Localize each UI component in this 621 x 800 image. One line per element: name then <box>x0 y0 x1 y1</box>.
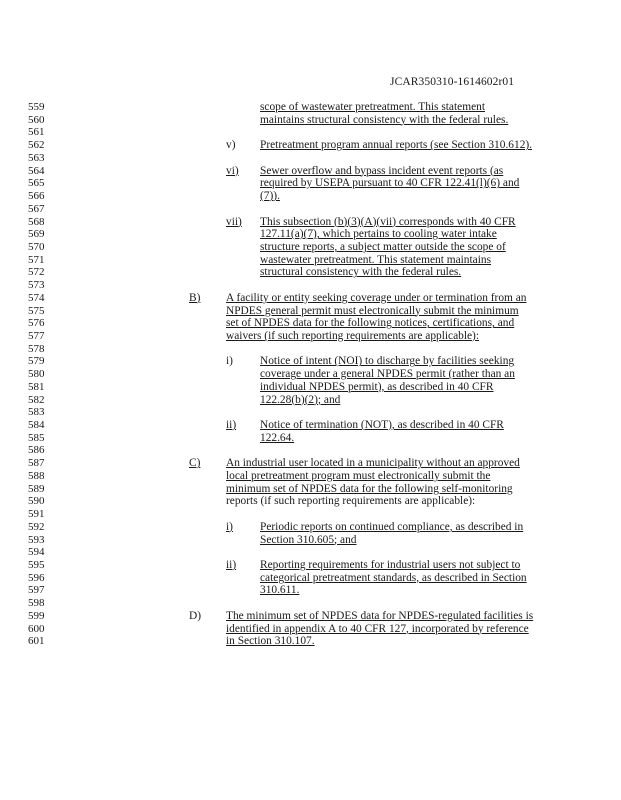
line-number: 592 <box>28 520 45 533</box>
line-number: 588 <box>28 469 45 482</box>
text-line: minimum set of NPDES data for the following self-monitoring <box>226 482 513 495</box>
line-number: 579 <box>28 355 45 368</box>
text-line: wastewater pretreatment. This statement maintains <box>260 253 492 266</box>
line-number: 566 <box>28 190 45 202</box>
item-marker: vi) <box>226 164 239 177</box>
line-number: 591 <box>28 508 45 520</box>
item-marker: i) <box>226 355 233 368</box>
line-number: 576 <box>28 317 45 330</box>
item-marker: v) <box>226 139 236 152</box>
line-number: 575 <box>28 304 45 317</box>
item-marker: C) <box>189 457 201 470</box>
text-line: NPDES general permit must electronically submit the minimum <box>226 304 519 317</box>
text-line: local pretreatment program must electronically submit the <box>226 469 491 482</box>
line-number: 581 <box>28 380 45 393</box>
line-number: 559 <box>28 101 45 113</box>
text-line: Sewer overflow and bypass incident event reports (as <box>260 164 504 177</box>
text-line: identified in appendix A to 40 CFR 127, incorporated by reference <box>226 622 529 635</box>
document-id-header: JCAR350310-1614602r01 <box>390 76 515 88</box>
line-number: 583 <box>28 406 45 419</box>
line-number: 572 <box>28 266 45 279</box>
text-line: structural consistency with the federal rules. <box>260 266 462 279</box>
text-line: Notice of intent (NOI) to discharge by facilities seeking <box>260 355 515 368</box>
line-number: 578 <box>28 342 45 355</box>
text-line: The minimum set of NPDES data for NPDES-regulated facilities is <box>226 609 534 622</box>
item-marker: i) <box>226 520 233 533</box>
line-number: 594 <box>28 546 45 559</box>
line-number: 570 <box>28 240 45 253</box>
item-marker: ii) <box>226 419 237 431</box>
line-number: 590 <box>28 495 45 508</box>
text-line: (7)). <box>260 190 280 202</box>
text-line: waivers (if such reporting requirements are applicable): <box>226 330 480 342</box>
line-number: 600 <box>28 622 45 635</box>
item-marker: D) <box>189 609 202 622</box>
line-number: 580 <box>28 368 45 381</box>
line-number: 582 <box>28 393 45 406</box>
line-number: 585 <box>28 431 45 444</box>
text-line: A facility or entity seeking coverage under or termination from an <box>226 291 527 304</box>
line-number: 561 <box>28 126 45 139</box>
text-line: maintains structural consistency with the federal rules. <box>260 113 509 126</box>
line-number: 573 <box>28 279 45 292</box>
line-number: 567 <box>28 202 45 215</box>
line-number: 601 <box>28 635 45 648</box>
line-number: 577 <box>28 330 45 342</box>
line-number: 574 <box>28 291 45 304</box>
text-line: 310.611. <box>260 584 300 597</box>
text-line: An industrial user located in a municipality without an approved <box>226 457 520 470</box>
text-line: Notice of termination (NOT), as described in 40 CFR <box>260 419 504 431</box>
line-number: 593 <box>28 533 45 546</box>
text-line: in Section 310.107. <box>226 635 315 648</box>
line-number: 587 <box>28 457 45 470</box>
text-line: This subsection (b)(3)(A)(vii) corresponds with 40 CFR <box>260 215 516 228</box>
line-number: 584 <box>28 419 45 431</box>
line-number: 598 <box>28 597 45 610</box>
text-line: reports (if such reporting requirements are applicable): <box>226 495 476 508</box>
line-number: 589 <box>28 482 45 495</box>
text-line: 122.28(b)(2); and <box>260 393 341 406</box>
text-line: individual NPDES permit), as described in 40 CFR <box>260 380 494 393</box>
text-line: coverage under a general NPDES permit (rather than an <box>260 368 515 381</box>
text-line: Pretreatment program annual reports (see Section 310.612). <box>260 139 533 152</box>
line-number: 599 <box>28 609 45 622</box>
line-number: 586 <box>28 444 45 457</box>
line-number: 571 <box>28 253 45 266</box>
line-number: 562 <box>28 139 45 152</box>
text-line: 127.11(a)(7), which pertains to cooling water intake <box>260 228 497 241</box>
text-line: categorical pretreatment standards, as described in Section <box>260 571 527 584</box>
line-number: 595 <box>28 558 45 571</box>
text-line: Periodic reports on continued compliance, as described in <box>260 520 524 533</box>
text-line: Reporting requirements for industrial users not subject to <box>260 558 521 571</box>
line-number: 596 <box>28 571 45 584</box>
text-line: 122.64. <box>260 431 295 444</box>
line-number: 560 <box>28 113 45 126</box>
item-marker: vii) <box>226 215 242 228</box>
line-number: 563 <box>28 151 45 164</box>
line-number: 564 <box>28 164 45 177</box>
text-line: set of NPDES data for the following notices, certifications, and <box>226 317 515 330</box>
text-line: required by USEPA pursuant to 40 CFR 122.41(l)(6) and <box>260 177 520 190</box>
text-line: structure reports, a subject matter outside the scope of <box>260 240 506 253</box>
line-number: 597 <box>28 584 45 597</box>
item-marker: ii) <box>226 558 237 571</box>
line-number: 568 <box>28 215 45 228</box>
text-line: Section 310.605; and <box>260 533 357 546</box>
text-line: scope of wastewater pretreatment. This statement <box>260 101 485 113</box>
line-number: 565 <box>28 177 45 190</box>
item-marker: B) <box>189 291 201 304</box>
line-number: 569 <box>28 228 45 241</box>
